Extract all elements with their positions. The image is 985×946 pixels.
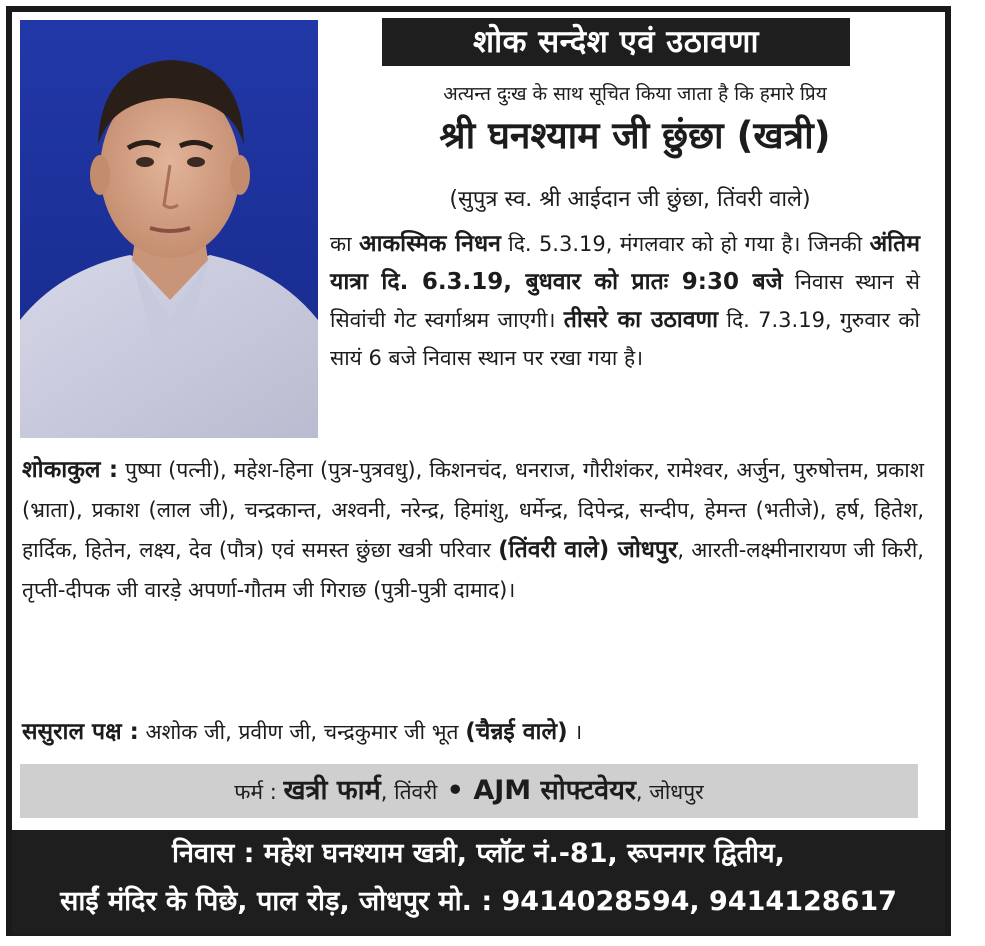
announcement-bold: आकस्मिक निधन (358, 231, 501, 257)
notice-title: शोक सन्देश एवं उठावणा (382, 18, 850, 66)
deceased-name: श्री घनश्याम जी छुंछा (खत्री) (439, 114, 831, 157)
mourners-bold: (तिंवरी वाले) जोधपुर (498, 537, 678, 563)
inlaws-line (22, 712, 924, 752)
firm-place-2: , जोधपुर (635, 780, 704, 804)
mourners-text: पुष्पा (पत्नी), महेश-हिना (पुत्र-पुत्रवधु), किशनचंद, धनराज, गौरीशंकर, रामेश्वर, अर्जुन, पुरुषोत्तम, प्रकाश (भ्राता), प्रकाश (लाल जी), चन्द्रकान्त, अश्वनी, नरेन्द्र, हिमांशु, धर्मेन्द्र, दिपेन्द्र, सन्दीप, हेमन्त (भतीजे), हर्ष, हितेश, हार्दिक, हितेन, लक्ष्य, देव (पौत्र) एवं समस्त छुंछा खत्री परिवार (22, 458, 924, 562)
inlaws-bold: (चैन्नई वाले) (465, 719, 568, 745)
announcement-text: दि. 7.3.19, गुरुवार को सायं 6 बजे निवास स्थान पर रखा गया है। (330, 308, 920, 370)
address-line-2: साईं मंदिर के पिछे, पाल रोड़, जोधपुर मो. : 9414028594, 9414128617 (60, 886, 897, 917)
firm-prefix: फर्म : (234, 780, 284, 804)
mourners-text: , आरती-लक्ष्मीनारायण जी किरी, तृप्ती-दीपक जी वारड़े अपर्णा-गौतम जी गिराछ (पुत्री-पुत्री दामाद)। (22, 538, 924, 602)
inlaws-label: ससुराल पक्ष : (22, 719, 139, 745)
firm-band (20, 764, 918, 818)
parentage-text: (सुपुत्र स्व. श्री आईदान जी छुंछा, तिंवरी वाले) (449, 187, 811, 212)
portrait-icon (20, 20, 318, 438)
address-line-1: निवास : महेश घनश्याम खत्री, प्लॉट नं.-81, रूपनगर द्वितीय, (172, 838, 785, 869)
firm-name-1: खत्री फार्म (283, 775, 381, 806)
announcement-text: का (330, 232, 359, 256)
announcement-text: निवास स्थान से सिवांची गेट स्वर्गाश्रम जाएगी। (330, 270, 920, 332)
inlaws-text: अशोक जी, प्रवीण जी, चन्द्रकुमार जी भूत (138, 720, 466, 744)
announcement-bold: तीसरे का उठावणा (563, 307, 719, 333)
firm-name-2: AJM सोफ्टवेयर (473, 775, 636, 806)
mourners-label: शोकाकुल : (22, 457, 119, 483)
firm-place-1: , तिंवरी (380, 780, 438, 804)
address-band (12, 830, 945, 934)
intro-text: अत्यन्त दुःख के साथ सूचित किया जाता है कि हमारे प्रिय (443, 83, 827, 105)
announcement-bold: अंतिम यात्रा दि. 6.3.19, बुधवार को प्रातः 9:30 बजे (330, 231, 920, 295)
announcement-text: दि. 5.3.19, मंगलवार को हो गया है। जिनकी (500, 232, 870, 256)
mourners-paragraph (22, 450, 924, 610)
portrait-photo (20, 20, 318, 438)
announcement-paragraph (330, 225, 920, 377)
firm-separator: • (437, 775, 474, 806)
inlaws-text: । (567, 720, 583, 744)
